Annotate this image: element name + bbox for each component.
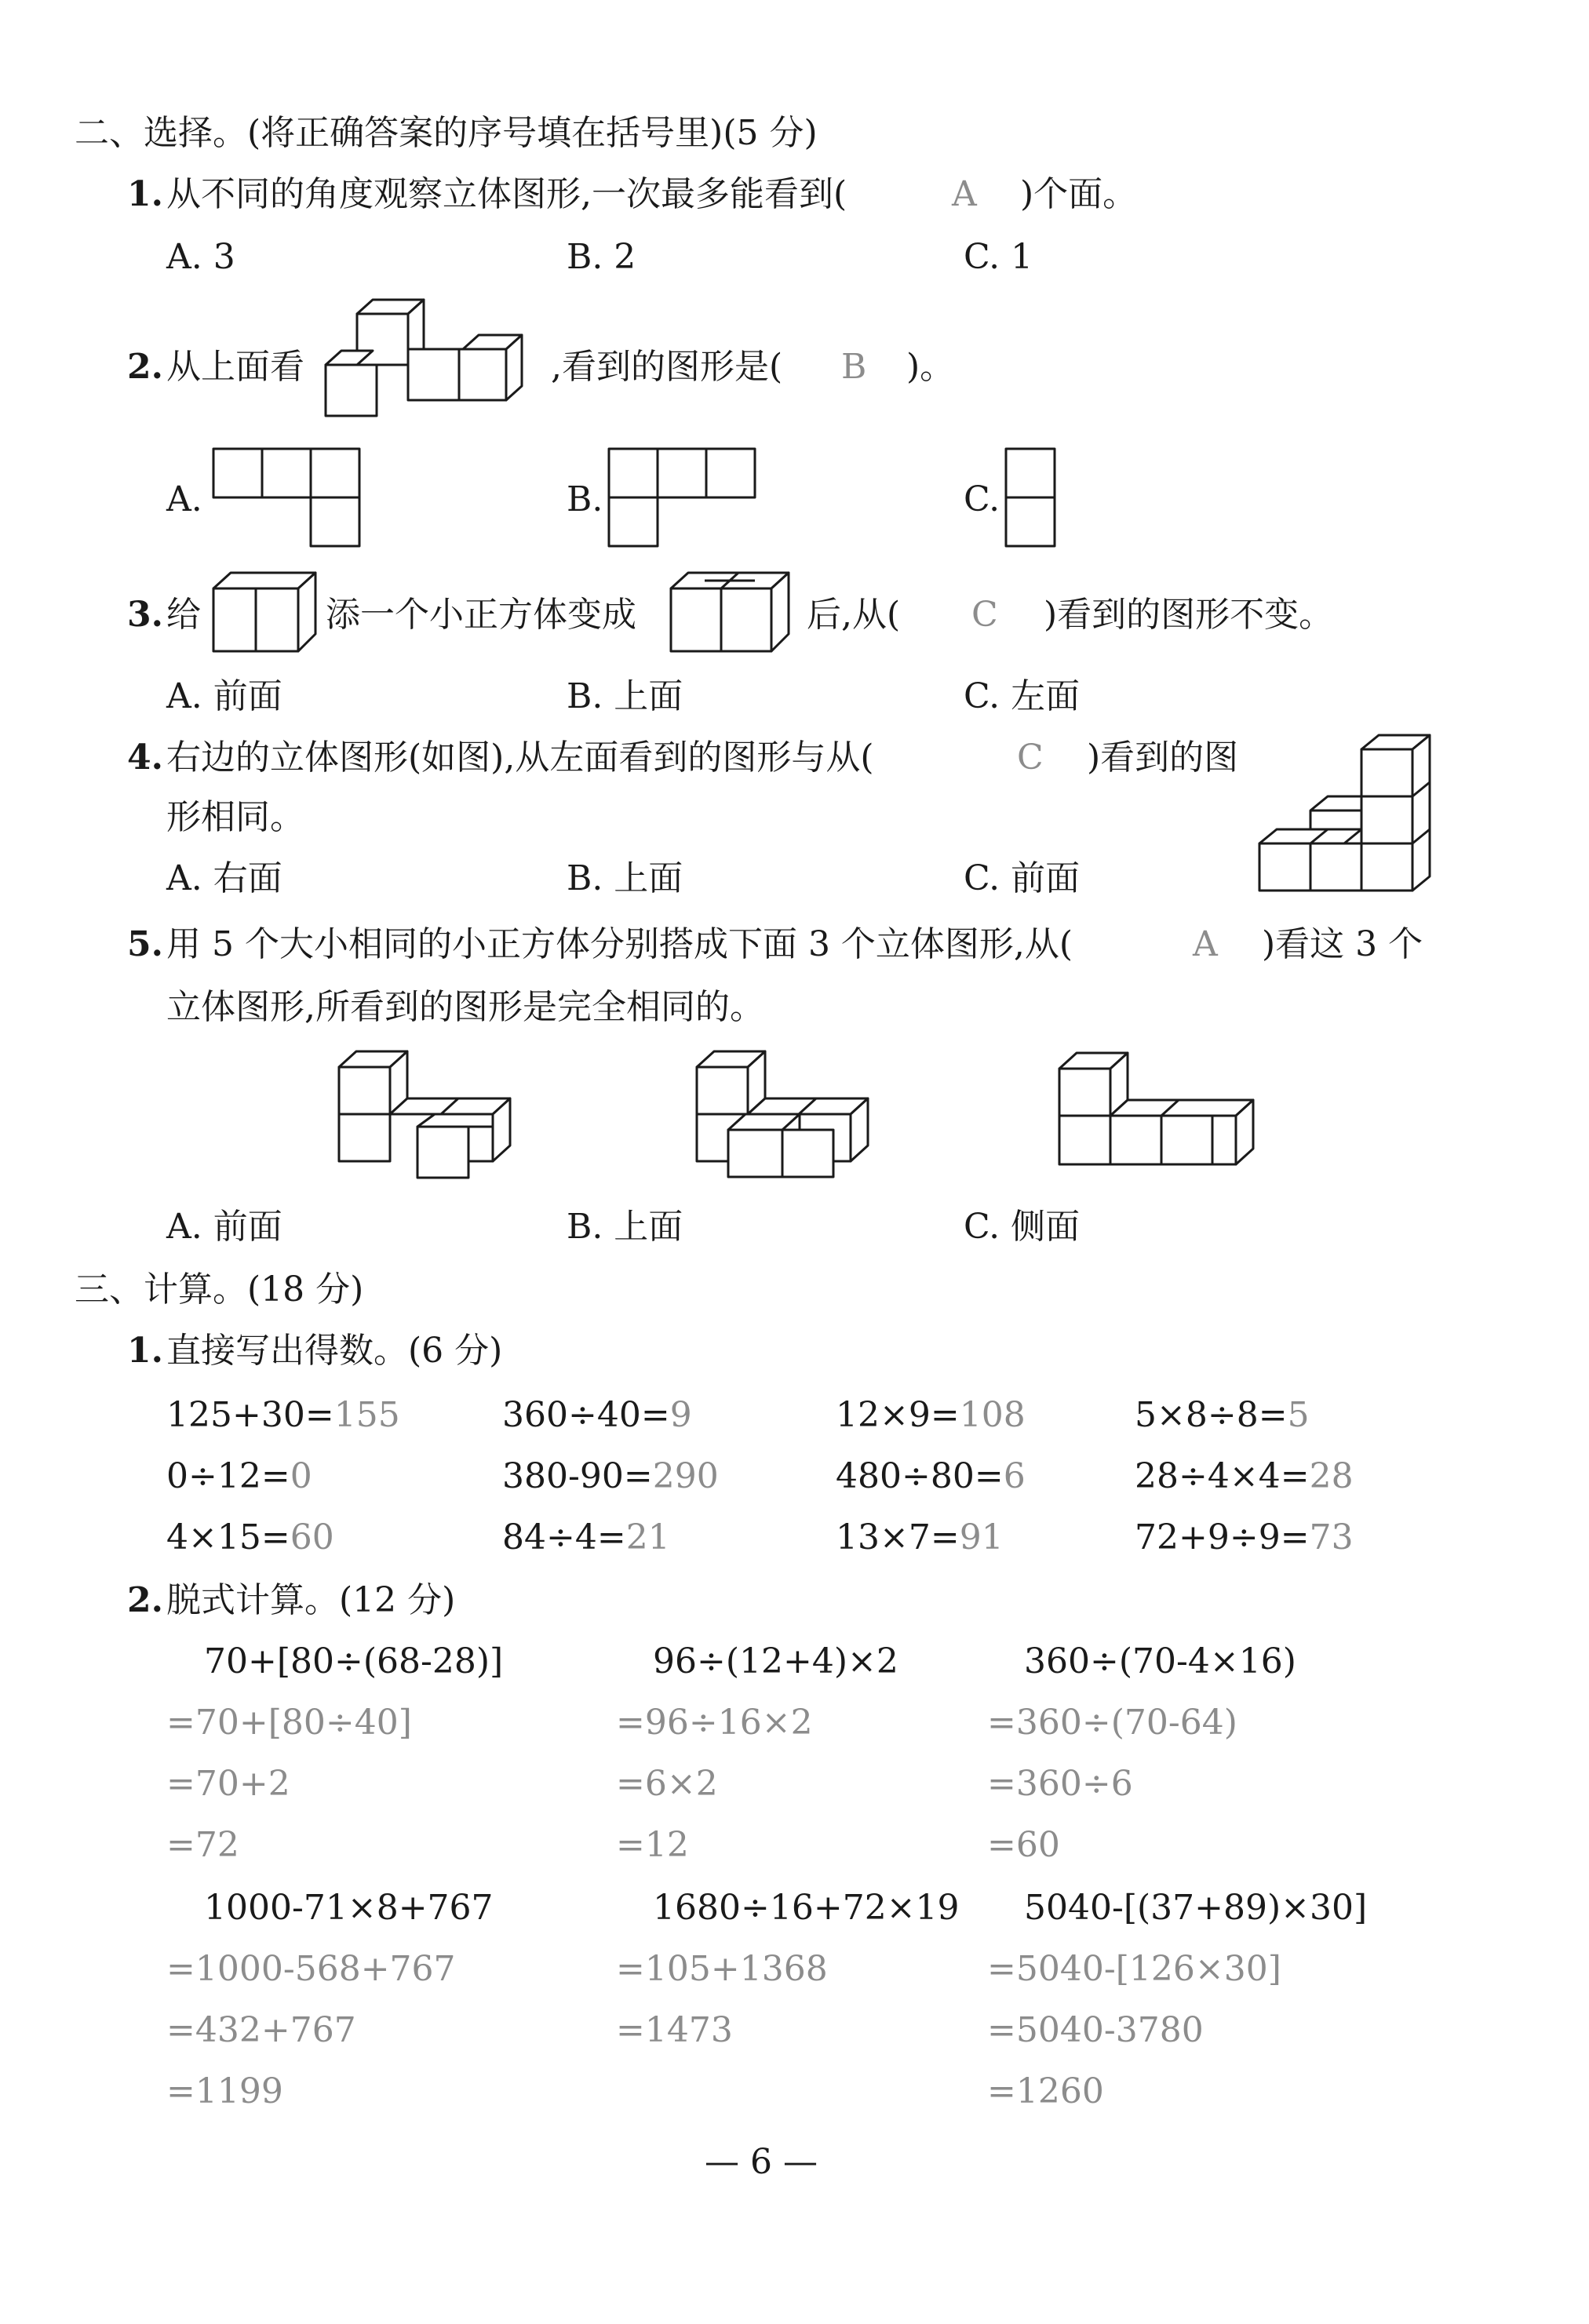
q5-figure-3 — [1059, 1051, 1256, 1181]
stepcalc-1-step: =70+2 — [166, 1764, 290, 1804]
q4-option-c: C. 前面 — [964, 858, 1081, 898]
stepcalc-1-step: =72 — [166, 1825, 239, 1865]
q2-option-c-label: C. — [964, 479, 1000, 519]
stepcalc-1-step: =70+[80÷40] — [166, 1703, 412, 1743]
q3-option-c: C. 左面 — [964, 676, 1081, 716]
calc-r3-c4: 72+9÷9=73 — [1135, 1517, 1354, 1557]
q4-option-b: B. 上面 — [567, 858, 683, 898]
q1-option-c: C. 1 — [964, 237, 1033, 277]
calc-r2-c2: 380-90=290 — [502, 1456, 719, 1496]
q1-answer: A — [952, 174, 977, 214]
q2-option-b-shape — [609, 449, 762, 549]
q2-cube-figure — [326, 298, 530, 424]
part2-title: 脱式计算。(12 分) — [166, 1580, 456, 1620]
calc-r1-c3: 12×9=108 — [836, 1395, 1026, 1435]
q5-text-wrap: 立体图形,所看到的图形是完全相同的。 — [166, 987, 764, 1027]
q3-text-end: )看到的图形不变。 — [1044, 595, 1334, 635]
stepcalc-4-expr: 1000-71×8+767 — [204, 1888, 494, 1928]
q3-text-mid: 添一个小正方体变成 — [326, 595, 636, 635]
q2-text-mid: ,看到的图形是( — [551, 347, 783, 387]
q3-number: 3. — [127, 595, 163, 635]
stepcalc-3-step: =360÷(70-64) — [987, 1703, 1237, 1743]
calc-r3-c2: 84÷4=21 — [502, 1517, 670, 1557]
q4-answer: C — [1017, 738, 1044, 778]
calc-r1-c1: 125+30=155 — [166, 1395, 400, 1435]
stepcalc-6-step: =5040-[126×30] — [987, 1949, 1281, 1989]
q5-option-b: B. 上面 — [567, 1207, 683, 1247]
q5-text: 用 5 个大小相同的小正方体分别搭成下面 3 个立体图形,从( — [166, 924, 1073, 964]
stepcalc-6-expr: 5040-[(37+89)×30] — [1024, 1888, 1368, 1928]
q3-option-a: A. 前面 — [166, 676, 282, 716]
section-3-heading: 三、计算。(18 分) — [75, 1269, 364, 1310]
stepcalc-6-step: =5040-3780 — [987, 2010, 1204, 2050]
part1-title: 直接写出得数。(6 分) — [166, 1331, 503, 1371]
q5-option-a: A. 前面 — [166, 1207, 282, 1247]
stepcalc-4-step: =432+767 — [166, 2010, 356, 2050]
stepcalc-3-step: =60 — [987, 1825, 1060, 1865]
stepcalc-5-step: =1473 — [616, 2010, 733, 2050]
calc-r2-c1: 0÷12=0 — [166, 1456, 312, 1496]
part2-number: 2. — [127, 1580, 163, 1620]
q3-answer: C — [971, 595, 998, 635]
q5-figure-2 — [697, 1050, 877, 1185]
q3-cube-figure-after — [671, 571, 796, 657]
q3-cube-figure-before — [213, 571, 319, 657]
stepcalc-6-step: =1260 — [987, 2071, 1104, 2111]
stepcalc-4-step: =1000-568+767 — [166, 1949, 456, 1989]
q2-text: 从上面看 — [166, 347, 304, 387]
q5-option-c: C. 侧面 — [964, 1207, 1081, 1247]
q2-option-c-shape — [1006, 449, 1061, 549]
page-number: — 6 — — [705, 2142, 818, 2182]
q4-option-a: A. 右面 — [166, 858, 282, 898]
q4-number: 4. — [127, 738, 163, 778]
stepcalc-3-step: =360÷6 — [987, 1764, 1133, 1804]
q4-text-end: )看到的图 — [1087, 738, 1239, 778]
q3-text-after: 后,从( — [807, 595, 901, 635]
part1-number: 1. — [127, 1331, 163, 1371]
q3-option-b: B. 上面 — [567, 676, 683, 716]
q2-number: 2. — [127, 347, 163, 387]
stepcalc-5-expr: 1680÷16+72×19 — [653, 1888, 960, 1928]
q1-text-end: )个面。 — [1020, 174, 1138, 214]
stepcalc-2-step: =6×2 — [616, 1764, 718, 1804]
stepcalc-3-expr: 360÷(70-4×16) — [1024, 1641, 1296, 1681]
q1-number: 1. — [127, 174, 163, 214]
q2-text-end: )。 — [906, 347, 955, 387]
calc-r1-c4: 5×8÷8=5 — [1135, 1395, 1310, 1435]
q2-option-a-shape — [213, 449, 363, 549]
stepcalc-2-step: =96÷16×2 — [616, 1703, 813, 1743]
stepcalc-1-expr: 70+[80÷(68-28)] — [204, 1641, 504, 1681]
q1-option-a: A. 3 — [166, 237, 235, 277]
calc-r1-c2: 360÷40=9 — [502, 1395, 692, 1435]
q1-text: 从不同的角度观察立体图形,一次最多能看到( — [166, 174, 847, 214]
q4-text: 右边的立体图形(如图),从左面看到的图形与从( — [166, 738, 874, 778]
q5-number: 5. — [127, 924, 163, 964]
q1-option-b: B. 2 — [567, 237, 636, 277]
q4-cube-figure — [1259, 734, 1440, 902]
calc-r2-c3: 480÷80=6 — [836, 1456, 1026, 1496]
q2-option-a-label: A. — [166, 479, 202, 519]
q5-answer: A — [1193, 924, 1218, 964]
stepcalc-2-expr: 96÷(12+4)×2 — [653, 1641, 898, 1681]
q2-option-b-label: B. — [567, 479, 603, 519]
q5-figure-1 — [339, 1050, 516, 1185]
stepcalc-5-step: =105+1368 — [616, 1949, 828, 1989]
stepcalc-2-step: =12 — [616, 1825, 689, 1865]
q3-text: 给 — [166, 595, 201, 635]
q4-text-wrap: 形相同。 — [166, 797, 304, 837]
calc-r2-c4: 28÷4×4=28 — [1135, 1456, 1354, 1496]
q5-text-end: )看这 3 个 — [1262, 924, 1423, 964]
stepcalc-4-step: =1199 — [166, 2071, 283, 2111]
q2-answer: B — [841, 347, 867, 387]
calc-r3-c1: 4×15=60 — [166, 1517, 334, 1557]
calc-r3-c3: 13×7=91 — [836, 1517, 1004, 1557]
section-2-heading: 二、选择。(将正确答案的序号填在括号里)(5 分) — [75, 113, 818, 153]
